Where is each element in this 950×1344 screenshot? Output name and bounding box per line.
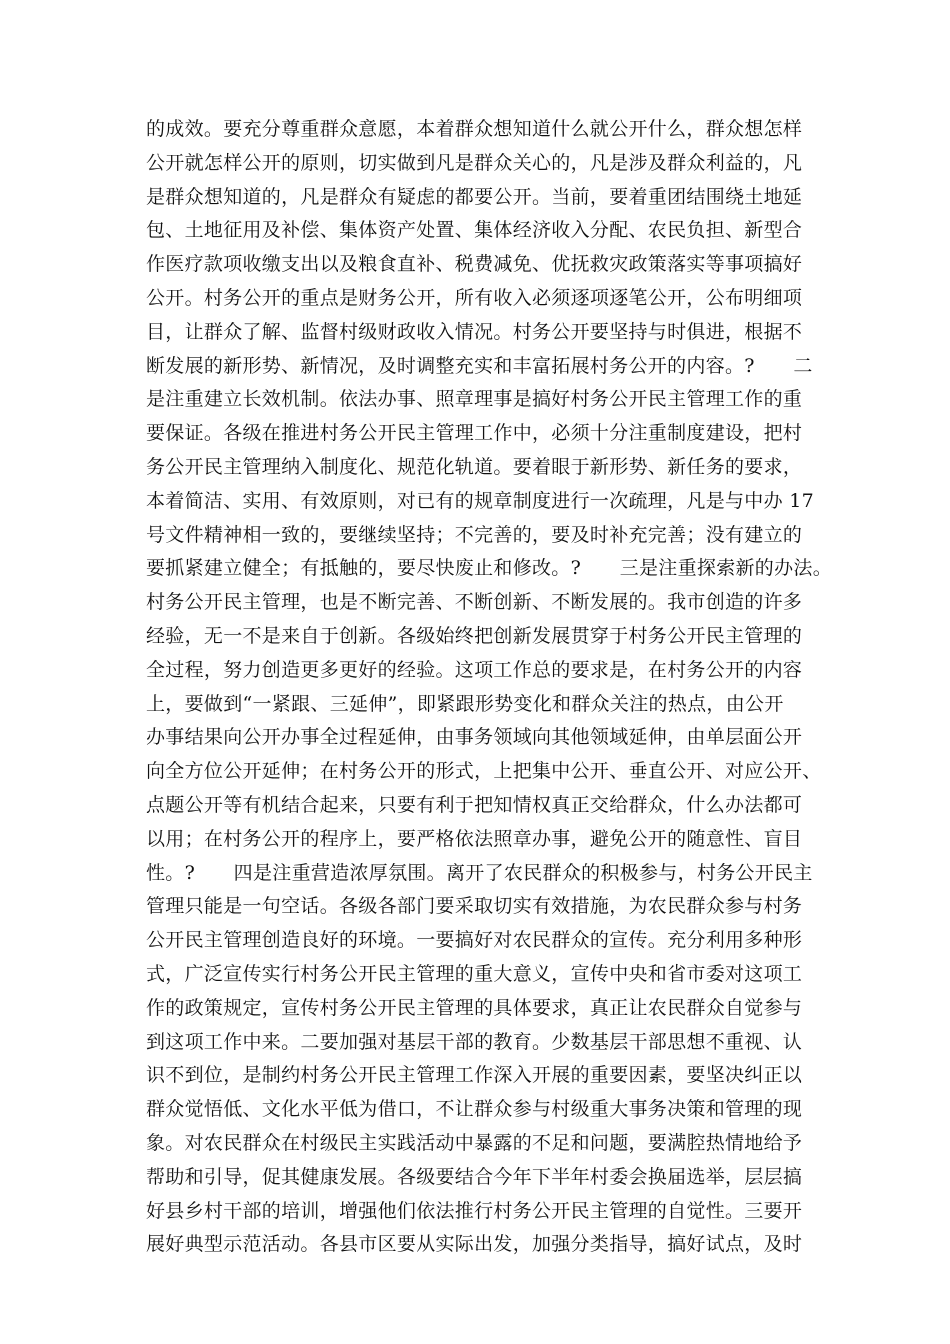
text-line: 公开。村务公开的重点是财务公开，所有收入必须逐项逐笔公开，公布明细项 bbox=[146, 286, 803, 309]
text-line: 公开民主管理创造良好的环境。一要搞好对农民群众的宣传。充分利用多种形 bbox=[146, 929, 803, 952]
text-line: 以用；在村务公开的程序上，要严格依法照章办事，避免公开的随意性、盲目 bbox=[146, 827, 803, 850]
text-line: 性。? 四是注重营造浓厚氛围。离开了农民群众的积极参与，村务公开民主 bbox=[146, 861, 813, 884]
text-line: 好县乡村干部的培训，增强他们依法推行村务公开民主管理的自觉性。三要开 bbox=[146, 1199, 803, 1222]
text-line: 帮助和引导，促其健康发展。各级要结合今年下半年村委会换届选举，层层搞 bbox=[146, 1165, 803, 1188]
text-line: 要保证。各级在推进村务公开民主管理工作中，必须十分注重制度建设，把村 bbox=[146, 422, 803, 445]
text-line: 展好典型示范活动。各县市区要从实际出发，加强分类指导，搞好试点，及时 bbox=[146, 1233, 803, 1256]
text-line: 到这项工作中来。二要加强对基层干部的教育。少数基层干部思想不重视、认 bbox=[146, 1030, 803, 1053]
text-line: 号文件精神相一致的，要继续坚持；不完善的，要及时补充完善；没有建立的 bbox=[146, 523, 803, 546]
text-line: 式，广泛宣传实行村务公开民主管理的重大意义，宣传中央和省市委对这项工 bbox=[146, 962, 803, 985]
text-line: 要抓紧建立健全；有抵触的，要尽快废止和修改。? 三是注重探索新的办法。 bbox=[146, 557, 832, 580]
text-line: 经验，无一不是来自于创新。各级始终把创新发展贯穿于村务公开民主管理的 bbox=[146, 624, 803, 647]
text-line: 全过程，努力创造更多更好的经验。这项工作总的要求是，在村务公开的内容 bbox=[146, 658, 803, 681]
text-line: 是群众想知道的，凡是群众有疑虑的都要公开。当前，要着重团结围绕土地延 bbox=[146, 185, 803, 208]
text-line: 作医疗款项收缴支出以及粮食直补、税费减免、优抚救灾政策落实等事项搞好 bbox=[146, 253, 803, 276]
text-line: 上，要做到“一紧跟、三延伸”，即紧跟形势变化和群众关注的热点，由公开 bbox=[146, 692, 784, 715]
text-line: 本着简洁、实用、有效原则，对已有的规章制度进行一次疏理，凡是与中办 17 bbox=[146, 489, 815, 512]
text-line: 向全方位公开延伸；在村务公开的形式，上把集中公开、垂直公开、对应公开、 bbox=[146, 760, 822, 783]
text-line: 务公开民主管理纳入制度化、规范化轨道。要着眼于新形势、新任务的要求， bbox=[146, 455, 803, 478]
text-line: 作的政策规定，宣传村务公开民主管理的具体要求，真正让农民群众自觉参与 bbox=[146, 996, 803, 1019]
text-line: 的成效。要充分尊重群众意愿，本着群众想知道什么就公开什么，群众想怎样 bbox=[146, 118, 803, 140]
text-line: 公开就怎样公开的原则，切实做到凡是群众关心的，凡是涉及群众利益的，凡 bbox=[146, 151, 803, 174]
text-line: 村务公开民主管理，也是不断完善、不断创新、不断发展的。我市创造的许多 bbox=[146, 591, 803, 614]
text-line: 断发展的新形势、新情况，及时调整充实和丰富拓展村务公开的内容。? 二 bbox=[146, 354, 813, 377]
text-line: 象。对农民群众在村级民主实践活动中暴露的不足和问题，要满腔热情地给予 bbox=[146, 1131, 803, 1154]
text-line: 是注重建立长效机制。依法办事、照章理事是搞好村务公开民主管理工作的重 bbox=[146, 388, 803, 411]
text-line: 点题公开等有机结合起来，只要有利于把知情权真正交给群众，什么办法都可 bbox=[146, 793, 803, 816]
text-line: 办事结果向公开办事全过程延伸，由事务领域向其他领域延伸，由单层面公开 bbox=[146, 726, 803, 749]
text-line: 群众觉悟低、文化水平低为借口，不让群众参与村级重大事务决策和管理的现 bbox=[146, 1098, 803, 1121]
text-line: 管理只能是一句空话。各级各部门要采取切实有效措施，为农民群众参与村务 bbox=[146, 895, 803, 918]
text-line: 识不到位，是制约村务公开民主管理工作深入开展的重要因素，要坚决纠正以 bbox=[146, 1064, 803, 1087]
text-line: 目，让群众了解、监督村级财政收入情况。村务公开要坚持与时俱进，根据不 bbox=[146, 320, 803, 343]
body-text bbox=[146, 113, 832, 1262]
text-line: 包、土地征用及补偿、集体资产处置、集体经济收入分配、农民负担、新型合 bbox=[146, 219, 803, 242]
